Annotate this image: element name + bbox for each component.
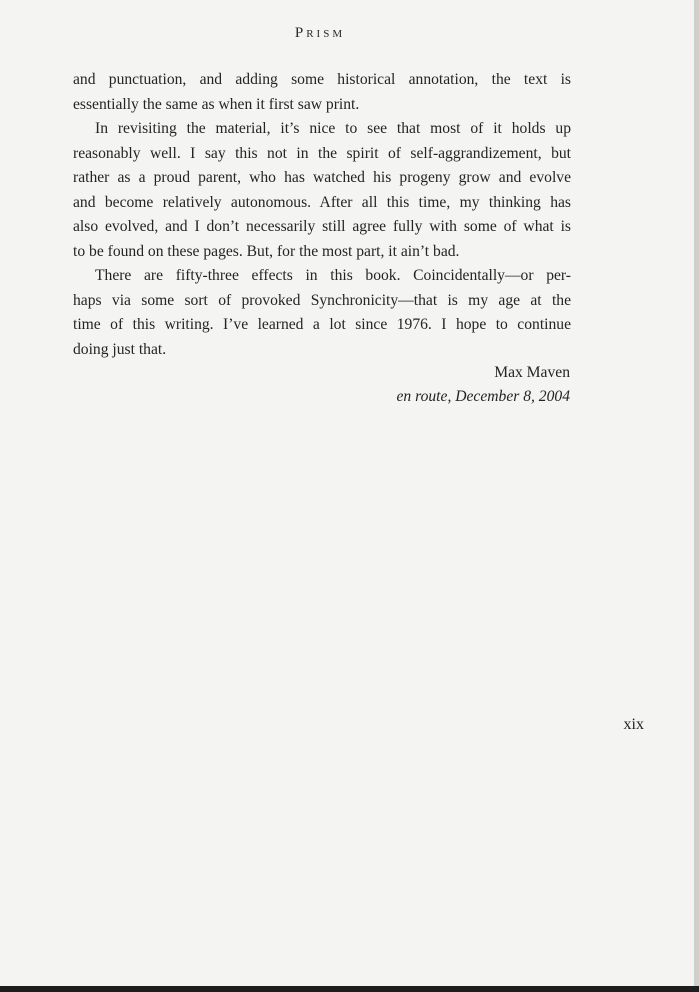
- text-line: doing just that.: [73, 340, 167, 358]
- paragraph: [73, 264, 571, 362]
- text-line: rather as a proud parent, who has watched his progeny grow and evolve: [73, 169, 571, 186]
- page-number: xix: [623, 716, 644, 733]
- paragraph: [73, 117, 571, 264]
- text-line: haps via some sort of provoked Synchronicity—that is my age at the: [73, 291, 571, 309]
- signature-place-date: en route, December 8, 2004: [396, 388, 570, 405]
- text-line: In revisiting the material, it’s nice to see that most of it holds up: [95, 120, 571, 137]
- text-line: There are fifty-three effects in this book. Coincidentally—or per-: [95, 267, 571, 284]
- running-head: Prism: [294, 25, 346, 41]
- text-line: time of this writing. I’ve learned a lot since 1976. I hope to continue: [73, 316, 571, 333]
- paragraph: [73, 68, 571, 117]
- text-line: to be found on these pages. But, for the most part, it ain’t bad.: [73, 242, 460, 260]
- text-line: and become relatively autonomous. After all this time, my thinking has: [73, 193, 571, 211]
- scan-bottom-border: [0, 986, 699, 992]
- body-text: [73, 68, 571, 362]
- page-edge-shadow: [694, 0, 699, 992]
- signature-name: Max Maven: [494, 364, 570, 381]
- text-line: reasonably well. I say this not in the spirit of self-aggrandizement, but: [73, 144, 571, 162]
- text-line: essentially the same as when it first saw print.: [73, 95, 360, 113]
- text-line: also evolved, and I don’t necessarily still agree fully with some of what is: [73, 218, 571, 235]
- text-line: and punctuation, and adding some historical annotation, the text is: [73, 71, 571, 88]
